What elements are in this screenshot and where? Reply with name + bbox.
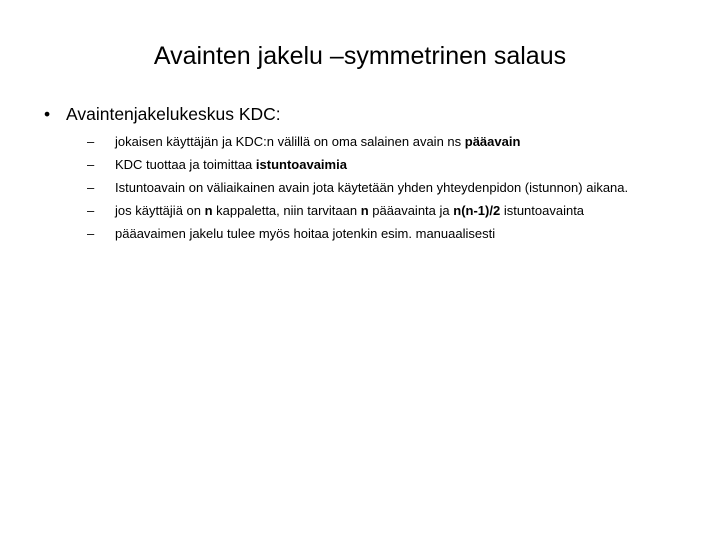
main-bullet [44, 103, 684, 125]
bullet-marker: • [44, 104, 51, 124]
sub-bullet-item [87, 133, 647, 151]
sub-bullet-text: jokaisen käyttäjän ja KDC:n välillä on oma salainen avain ns [115, 134, 465, 149]
sub-bullet-bold-text: n [204, 203, 213, 218]
sub-bullet-list [87, 133, 647, 248]
sub-bullet-item [87, 202, 647, 220]
sub-bullet-bold-text: istuntoavaimia [255, 157, 347, 172]
sub-bullet-marker: – [87, 226, 95, 241]
sub-bullet-item [87, 225, 647, 243]
sub-bullet-bold-text: n [360, 203, 369, 218]
slide-title: Avainten jakelu –symmetrinen salaus [153, 42, 567, 70]
sub-bullet-marker: – [87, 157, 95, 172]
sub-bullet-marker: – [87, 134, 95, 149]
sub-bullet-text: jos käyttäjiä on [115, 203, 205, 218]
sub-bullet-item [87, 179, 647, 197]
main-bullet-text: Avaintenjakelukeskus KDC: [66, 104, 281, 124]
sub-bullet-text: KDC tuottaa ja toimittaa [115, 157, 256, 172]
sub-bullet-bold-text: pääavain [464, 134, 521, 149]
sub-bullet-bold-text: n(n-1)/2 [453, 203, 501, 218]
sub-bullet-text: istuntoavainta [500, 203, 585, 218]
sub-bullet-item [87, 156, 647, 174]
sub-bullet-marker: – [87, 203, 95, 218]
sub-bullet-text: pääavainta ja [368, 203, 454, 218]
sub-bullet-text: pääavaimen jakelu tulee myös hoitaa jotenkin esim. manuaalisesti [115, 226, 496, 241]
sub-bullet-text: Istuntoavain on väliaikainen avain jota käytetään yhden yhteydenpidon (istunnon) aikana. [115, 180, 629, 195]
sub-bullet-text: kappaletta, niin tarvitaan [212, 203, 361, 218]
sub-bullet-marker: – [87, 180, 95, 195]
